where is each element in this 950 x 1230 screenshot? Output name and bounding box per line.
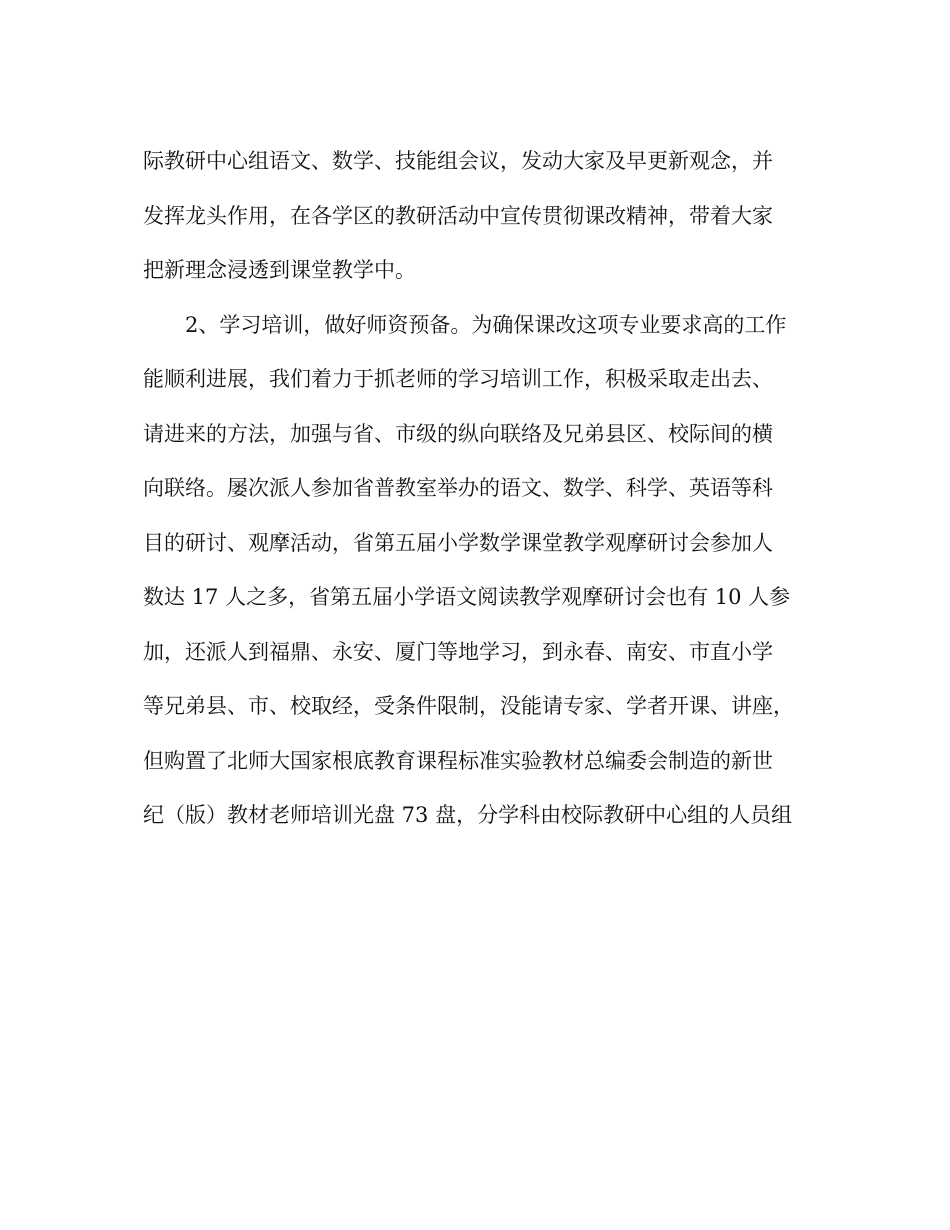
text-line: 能顺利进展，我们着力于抓老师的学习培训工作，积极采取走出去、 [143, 367, 773, 391]
text-line: 纪（版）教材老师培训光盘 73 盘，分学科由校际教研中心组的人员组 [143, 803, 793, 827]
paragraph-start-line: 2、学习培训，做好师资预备。为确保课改这项专业要求高的工作 [185, 312, 787, 337]
text-line: 加，还派人到福鼎、永安、厦门等地学习，到永春、南安、市直小学 [143, 639, 773, 664]
text-line: 发挥龙头作用，在各学区的教研活动中宣传贯彻课改精神，带着大家 [143, 203, 773, 228]
text-line: 等兄弟县、市、校取经，受条件限制，没能请专家、学者开课、讲座， [143, 694, 794, 718]
text-line: 际教研中心组语文、数学、技能组会议，发动大家及早更新观念，并 [143, 149, 773, 173]
text-line: 把新理念浸透到课堂教学中。 [143, 258, 416, 282]
text-line: 数达 17 人之多，省第五届小学语文阅读教学观摩研讨会也有 10 人参 [143, 585, 791, 609]
text-line: 向联络。屡次派人参加省普教室举办的语文、数学、科学、英语等科 [143, 476, 773, 500]
body-text [143, 134, 823, 843]
text-line: 目的研讨、观摩活动，省第五届小学数学课堂教学观摩研讨会参加人 [143, 530, 773, 555]
text-line: 但购置了北师大国家根底教育课程标准实验教材总编委会制造的新世 [143, 748, 773, 773]
text-line: 请进来的方法，加强与省、市级的纵向联络及兄弟县区、校际间的横 [143, 421, 773, 446]
